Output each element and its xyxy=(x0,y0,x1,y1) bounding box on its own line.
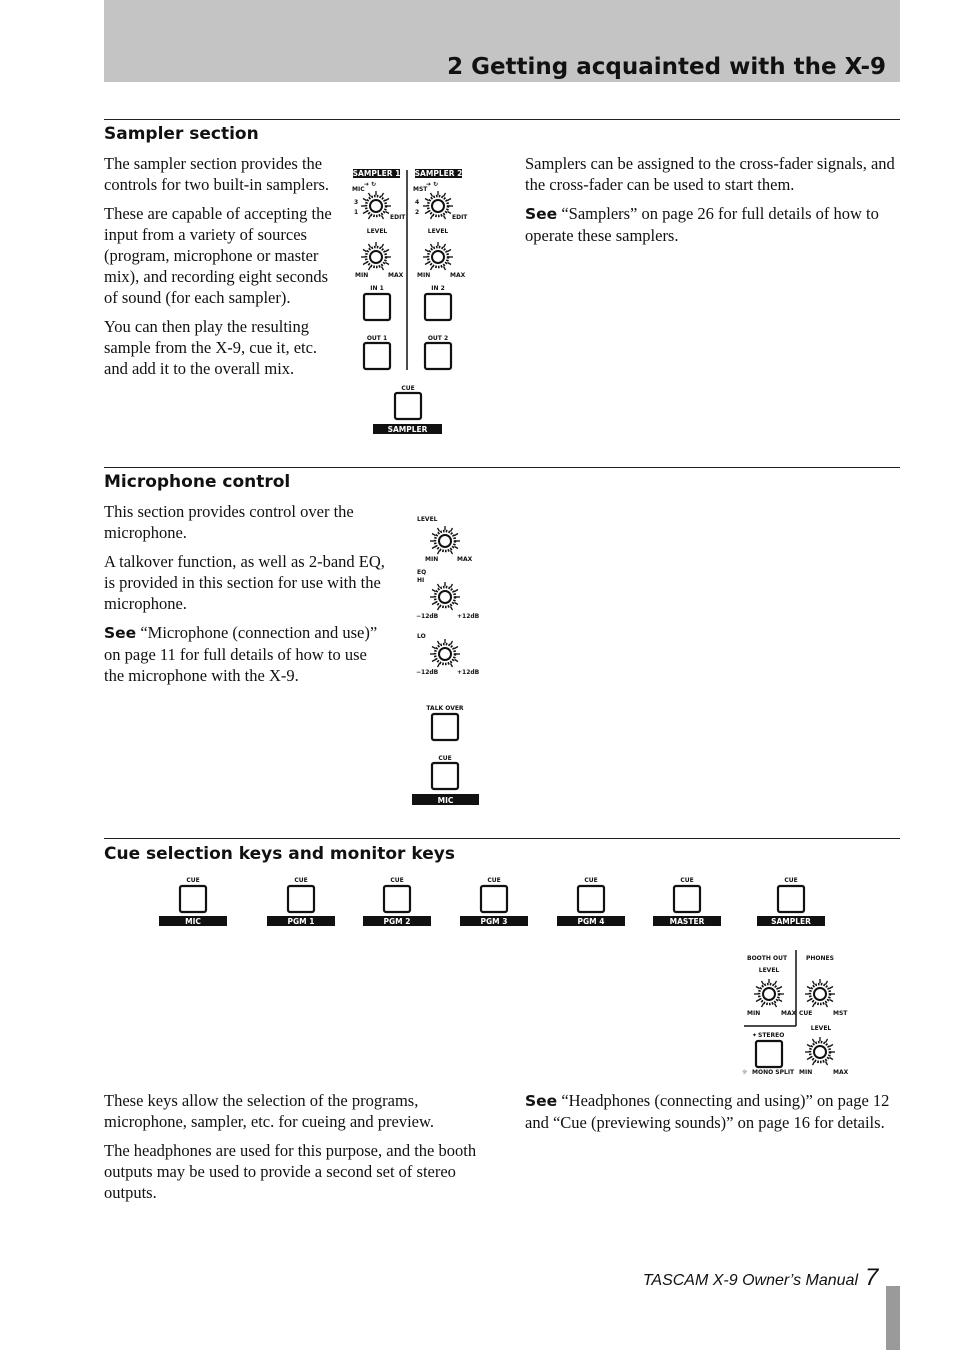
eq-lo-knob[interactable] xyxy=(430,639,460,667)
cue-key-label: PGM 2 xyxy=(383,917,411,926)
sampler2-level-knob[interactable] xyxy=(423,242,453,270)
see-text: “Headphones (connecting and using)” on page 12 and “Cue (previewing sounds)” on page 16 for details. xyxy=(525,1091,890,1132)
page-header xyxy=(104,0,900,82)
mst-label: MST xyxy=(833,1010,848,1017)
min-label: MIN xyxy=(417,272,431,279)
cue-key-label: MASTER xyxy=(669,917,705,926)
microphone-panel-diagram xyxy=(410,510,485,810)
monitor-panel-diagram xyxy=(738,948,850,1080)
sampler-text-left xyxy=(104,153,336,387)
mst-label: MST xyxy=(413,186,428,193)
min-label: MIN xyxy=(747,1010,761,1017)
cue-key-label: SAMPLER xyxy=(771,917,811,926)
paragraph: You can then play the resulting sample from the X-9, cue it, etc. and add it to the overall mix. xyxy=(104,317,318,378)
pos-3-label: 3 xyxy=(354,199,359,206)
paragraph: Samplers can be assigned to the cross-fader signals, and the cross-fader can be used to start them. xyxy=(525,154,895,194)
cue-label: CUE xyxy=(294,877,308,884)
minus-12db-label: −12dB xyxy=(416,613,439,620)
see-text: “Samplers” on page 26 for full details of how to operate these samplers. xyxy=(525,204,879,245)
section-divider xyxy=(104,467,900,468)
sampler-cue-label: SAMPLER xyxy=(387,425,428,434)
pos-4-label: 4 xyxy=(415,199,420,206)
level-label: LEVEL xyxy=(810,1025,832,1032)
max-label: MAX xyxy=(388,272,404,279)
paragraph: The sampler section provides the controls for two built-in samplers. xyxy=(104,154,330,194)
cue-key-label: PGM 1 xyxy=(287,917,315,926)
mic-cue-button[interactable] xyxy=(432,763,458,789)
cue-label: CUE xyxy=(401,385,415,392)
cue-label: CUE xyxy=(680,877,694,884)
max-label: MAX xyxy=(457,556,473,563)
in2-label: IN 2 xyxy=(431,285,445,292)
edit-label: EDIT xyxy=(390,214,406,221)
max-label: MAX xyxy=(450,272,466,279)
plus-12db-label: +12dB xyxy=(457,613,480,620)
talkover-button[interactable] xyxy=(432,714,458,740)
min-label: MIN xyxy=(799,1069,813,1076)
paragraph: This section provides control over the microphone. xyxy=(104,502,354,542)
pos-2-label: 2 xyxy=(415,209,420,216)
booth-out-label: BOOTH OUT xyxy=(747,955,788,962)
out1-label: OUT 1 xyxy=(366,335,388,342)
mic-label: MIC xyxy=(352,186,365,193)
out2-button[interactable] xyxy=(425,343,451,369)
in2-button[interactable] xyxy=(425,294,451,320)
phones-level-knob[interactable] xyxy=(805,1037,835,1065)
cue-text-right xyxy=(525,1090,900,1141)
in1-button[interactable] xyxy=(364,294,390,320)
see-reference xyxy=(525,203,905,246)
hi-label: HI xyxy=(417,577,425,584)
section-divider xyxy=(104,119,900,120)
booth-out-level-knob[interactable] xyxy=(754,979,784,1007)
edit-label: EDIT xyxy=(452,214,468,221)
sampler-panel-diagram xyxy=(340,162,480,440)
arrow-icon: ➔ ↻ xyxy=(426,181,439,188)
cue-key-sampler[interactable] xyxy=(757,877,825,926)
min-label: MIN xyxy=(425,556,439,563)
cue-key-pgm3[interactable] xyxy=(460,877,528,926)
eq-label: EQ xyxy=(417,569,427,576)
cue-label: CUE xyxy=(784,877,798,884)
plus-12db-label: +12dB xyxy=(457,669,480,676)
cue-keys-diagram xyxy=(150,870,840,930)
page-tab xyxy=(886,1286,900,1350)
phones-label: PHONES xyxy=(806,955,834,962)
cue-key-label: PGM 3 xyxy=(480,917,508,926)
see-reference xyxy=(525,1090,900,1133)
cue-label: CUE xyxy=(799,1010,813,1017)
sampler2-source-knob[interactable] xyxy=(423,191,453,219)
see-text: “Microphone (connection and use)” on page 11 for full details of how to use the microphone with the X-9. xyxy=(104,623,378,685)
stereo-indicator-icon: ✦ xyxy=(752,1032,758,1039)
cue-key-pgm1[interactable] xyxy=(267,877,335,926)
min-label: MIN xyxy=(355,272,369,279)
section-divider xyxy=(104,838,900,839)
cue-key-pgm4[interactable] xyxy=(557,877,625,926)
talkover-label: TALK OVER xyxy=(426,705,464,712)
see-label: See xyxy=(525,205,558,223)
eq-hi-knob[interactable] xyxy=(430,582,460,610)
stereo-label: STEREO xyxy=(758,1032,785,1039)
in1-label: IN 1 xyxy=(370,285,384,292)
microphone-section-title: Microphone control xyxy=(104,472,291,492)
sampler2-label: SAMPLER 2 xyxy=(414,169,463,178)
sampler1-level-knob[interactable] xyxy=(361,242,391,270)
level-label: LEVEL xyxy=(758,967,780,974)
cue-text-left xyxy=(104,1090,484,1211)
cue-key-label: PGM 4 xyxy=(577,917,605,926)
sampler-cue-button[interactable] xyxy=(395,393,421,419)
max-label: MAX xyxy=(833,1069,849,1076)
mic-cue-label: MIC xyxy=(437,796,454,805)
pos-1-label: 1 xyxy=(354,209,359,216)
sampler-text-right xyxy=(525,153,905,254)
chapter-title: 2 Getting acquainted with the X-9 xyxy=(447,54,886,80)
paragraph: These are capable of accepting the input from a variety of sources (program, microphone or master mix), and recording eight seconds of sound (for each sampler). xyxy=(104,204,332,307)
out2-label: OUT 2 xyxy=(427,335,449,342)
mono-split-button[interactable] xyxy=(756,1041,782,1067)
phones-cue-mst-knob[interactable] xyxy=(805,979,835,1007)
sampler-section-title: Sampler section xyxy=(104,124,259,144)
cue-key-master[interactable] xyxy=(653,877,721,926)
cue-key-label: MIC xyxy=(185,917,201,926)
cue-label: CUE xyxy=(390,877,404,884)
cue-label: CUE xyxy=(186,877,200,884)
sampler1-source-knob[interactable] xyxy=(361,191,391,219)
arrow-icon: ➔ ↻ xyxy=(364,181,377,188)
level-label: LEVEL xyxy=(417,516,438,523)
mic-level-knob[interactable] xyxy=(430,526,460,554)
page-number: 7 xyxy=(865,1264,879,1291)
cue-key-pgm2[interactable] xyxy=(363,877,431,926)
paragraph: These keys allow the selection of the programs, microphone, sampler, etc. for cueing and preview. xyxy=(104,1091,434,1131)
level-label: LEVEL xyxy=(366,228,388,235)
see-label: See xyxy=(104,624,137,642)
cue-label: CUE xyxy=(584,877,598,884)
footer-manual-name: TASCAM X-9 Owner’s Manual xyxy=(642,1272,858,1289)
max-label: MAX xyxy=(781,1010,797,1017)
level-label: LEVEL xyxy=(427,228,449,235)
see-label: See xyxy=(525,1092,558,1110)
see-reference xyxy=(104,622,389,686)
out1-button[interactable] xyxy=(364,343,390,369)
microphone-text xyxy=(104,501,389,694)
sampler1-label: SAMPLER 1 xyxy=(352,169,401,178)
paragraph: A talkover function, as well as 2-band EQ, is provided in this section for use with the microphone. xyxy=(104,552,385,613)
cue-label: CUE xyxy=(487,877,501,884)
minus-12db-label: −12dB xyxy=(416,669,439,676)
mono-indicator-icon: ☼ xyxy=(742,1069,748,1076)
paragraph: The headphones are used for this purpose, and the booth outputs may be used to provide a second set of stereo outputs. xyxy=(104,1141,477,1202)
cue-section-title: Cue selection keys and monitor keys xyxy=(104,844,455,864)
cue-key-mic[interactable] xyxy=(159,877,227,926)
mono-split-label: MONO SPLIT xyxy=(752,1069,795,1076)
lo-label: LO xyxy=(417,633,426,640)
cue-label: CUE xyxy=(438,755,452,762)
